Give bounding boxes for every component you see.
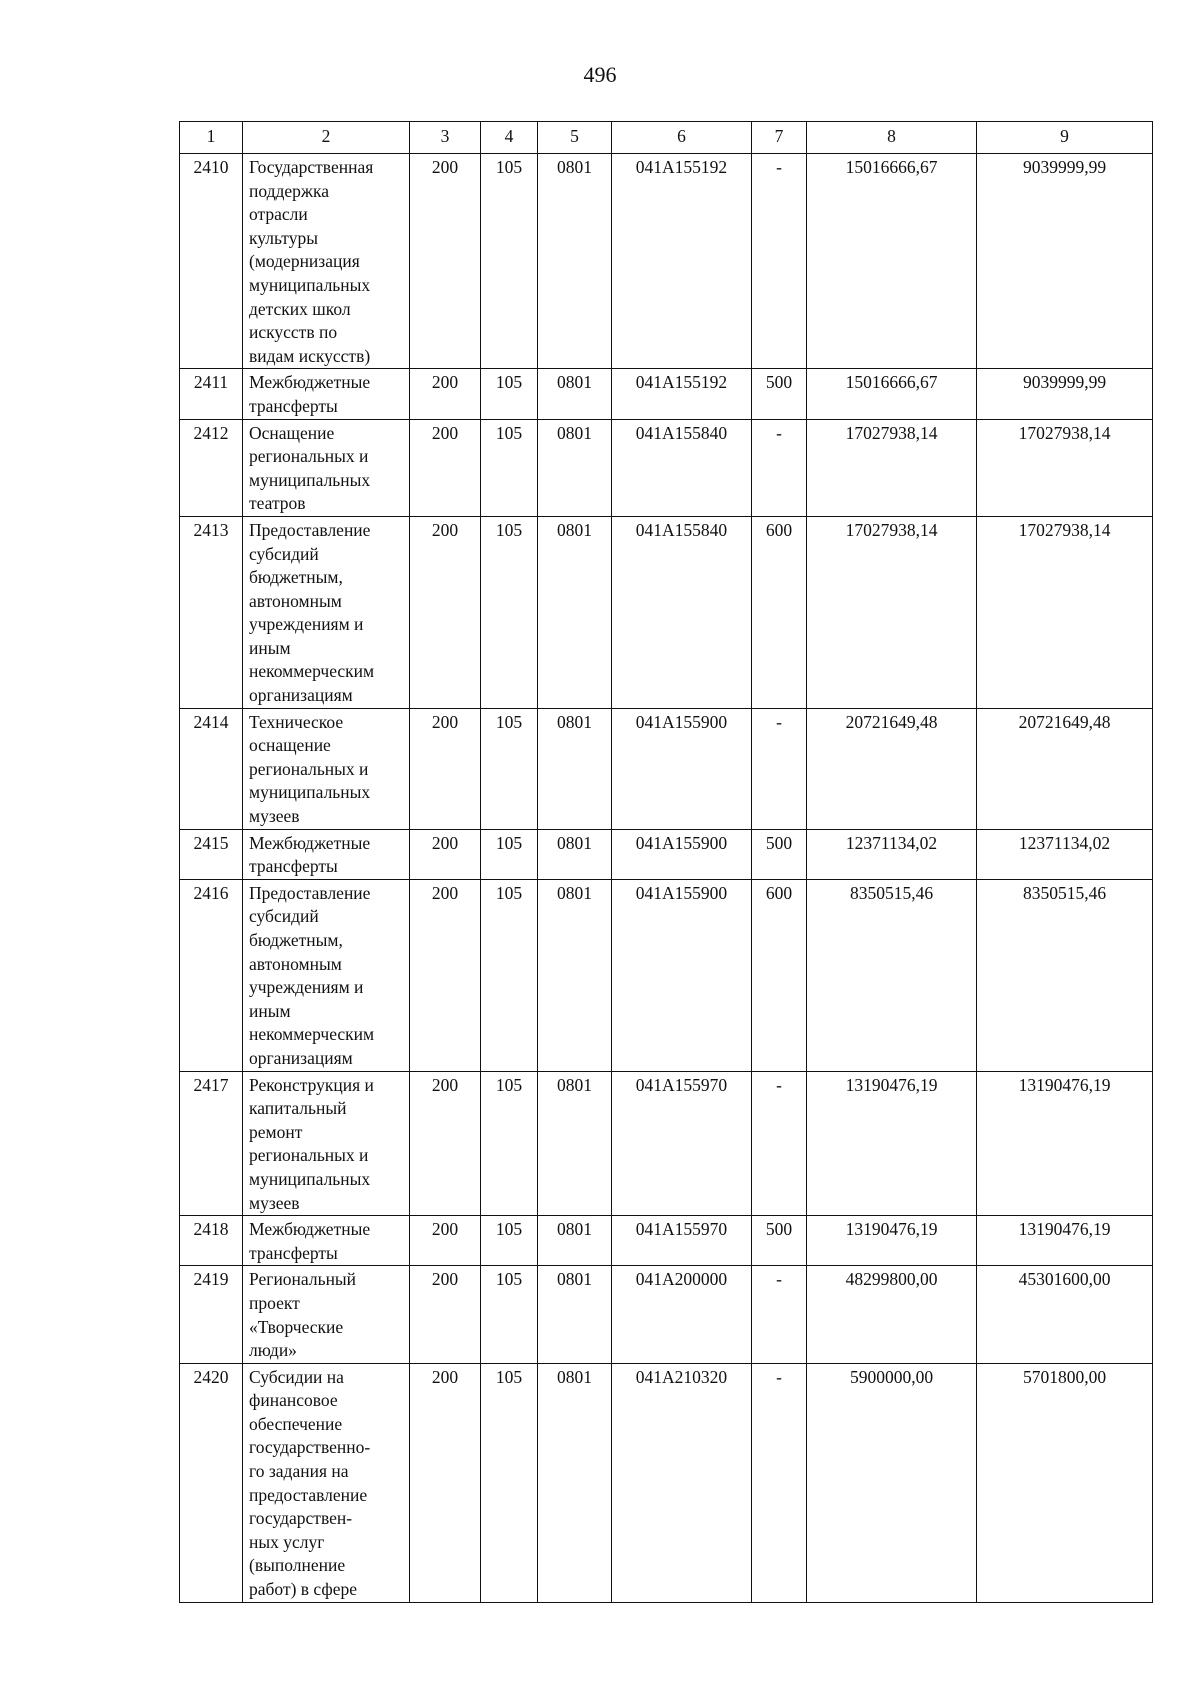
row-name-text: Предоставление субсидий бюджетным, автономным учреждениям и иным некоммерческим организациям [249, 882, 375, 1068]
table-body [180, 154, 1153, 1603]
col-9-amount: 12371134,02 [977, 829, 1153, 879]
col-5-value: 0801 [538, 369, 612, 419]
col-3-value: 200 [410, 1266, 481, 1363]
col-5-value: 0801 [538, 419, 612, 516]
row-name [243, 516, 410, 708]
col-8-amount: 20721649,48 [807, 708, 977, 829]
table-row [180, 1363, 1153, 1602]
row-number: 2412 [180, 419, 243, 516]
row-name-text: Оснащение региональных и муниципальных театров [249, 422, 371, 514]
col-4-value: 105 [481, 369, 538, 419]
budget-table [179, 121, 1153, 1603]
col-8-amount: 15016666,67 [807, 369, 977, 419]
table-row [180, 1216, 1153, 1266]
column-header-1: 1 [180, 122, 243, 154]
col-8-amount: 13190476,19 [807, 1071, 977, 1216]
row-number: 2413 [180, 516, 243, 708]
col-3-value: 200 [410, 708, 481, 829]
row-name [243, 879, 410, 1071]
row-number: 2411 [180, 369, 243, 419]
col-5-value: 0801 [538, 516, 612, 708]
row-name-text: Техническое оснащение региональных и муниципальных музеев [249, 711, 371, 827]
column-header-2: 2 [243, 122, 410, 154]
col-7-value: 600 [752, 516, 807, 708]
col-9-amount: 9039999,99 [977, 154, 1153, 369]
table-row [180, 1071, 1153, 1216]
row-name [243, 369, 410, 419]
row-number: 2414 [180, 708, 243, 829]
row-name [243, 1363, 410, 1602]
column-header-9: 9 [977, 122, 1153, 154]
col-4-value: 105 [481, 1363, 538, 1602]
row-name [243, 1071, 410, 1216]
row-name-text: Межбюджетные трансферты [249, 372, 371, 416]
row-name-text: Субсидии на финансовое обеспечение государственно- го задания на предоставление государствен- ных услуг (выполнение работ) в сфере [249, 1366, 371, 1600]
col-5-value: 0801 [538, 1071, 612, 1216]
col-7-value: 600 [752, 879, 807, 1071]
col-6-code: 041A155970 [612, 1216, 752, 1266]
row-number: 2417 [180, 1071, 243, 1216]
col-8-amount: 13190476,19 [807, 1216, 977, 1266]
row-name [243, 708, 410, 829]
row-number: 2410 [180, 154, 243, 369]
col-3-value: 200 [410, 879, 481, 1071]
table-row [180, 154, 1153, 369]
col-6-code: 041A155840 [612, 516, 752, 708]
table-row [180, 369, 1153, 419]
col-8-amount: 17027938,14 [807, 516, 977, 708]
col-7-value: - [752, 1363, 807, 1602]
col-7-value: 500 [752, 369, 807, 419]
row-name-text: Государственная поддержка отрасли культуры (модернизация муниципальных детских школ искусств по видам искусств) [249, 157, 374, 366]
col-9-amount: 17027938,14 [977, 516, 1153, 708]
col-6-code: 041A155900 [612, 829, 752, 879]
column-header-3: 3 [410, 122, 481, 154]
col-3-value: 200 [410, 829, 481, 879]
col-5-value: 0801 [538, 708, 612, 829]
col-5-value: 0801 [538, 1363, 612, 1602]
col-7-value: - [752, 154, 807, 369]
row-name-text: Предоставление субсидий бюджетным, автономным учреждениям и иным некоммерческим организациям [249, 519, 375, 706]
col-6-code: 041A155192 [612, 369, 752, 419]
col-4-value: 105 [481, 516, 538, 708]
table-row [180, 516, 1153, 708]
column-header-5: 5 [538, 122, 612, 154]
col-3-value: 200 [410, 154, 481, 369]
column-header-8: 8 [807, 122, 977, 154]
col-3-value: 200 [410, 419, 481, 516]
table-row [180, 1266, 1153, 1363]
col-8-amount: 17027938,14 [807, 419, 977, 516]
col-9-amount: 17027938,14 [977, 419, 1153, 516]
col-6-code: 041A155900 [612, 879, 752, 1071]
col-5-value: 0801 [538, 1266, 612, 1363]
col-7-value: - [752, 419, 807, 516]
row-name-text: Региональный проект «Творческие люди» [249, 1269, 357, 1361]
row-name [243, 1216, 410, 1266]
col-3-value: 200 [410, 516, 481, 708]
col-7-value: - [752, 1266, 807, 1363]
page-number: 496 [583, 62, 617, 87]
column-header-6: 6 [612, 122, 752, 154]
row-name [243, 1266, 410, 1363]
column-header-4: 4 [481, 122, 538, 154]
col-8-amount: 8350515,46 [807, 879, 977, 1071]
table-row [180, 708, 1153, 829]
col-4-value: 105 [481, 1266, 538, 1363]
col-4-value: 105 [481, 1216, 538, 1266]
col-5-value: 0801 [538, 154, 612, 369]
col-4-value: 105 [481, 419, 538, 516]
header-row [180, 122, 1153, 154]
col-7-value: - [752, 1071, 807, 1216]
col-4-value: 105 [481, 829, 538, 879]
col-8-amount: 5900000,00 [807, 1363, 977, 1602]
row-number: 2416 [180, 879, 243, 1071]
col-9-amount: 8350515,46 [977, 879, 1153, 1071]
col-9-amount: 13190476,19 [977, 1071, 1153, 1216]
col-5-value: 0801 [538, 1216, 612, 1266]
col-3-value: 200 [410, 1363, 481, 1602]
col-6-code: 041A155900 [612, 708, 752, 829]
col-4-value: 105 [481, 708, 538, 829]
row-name [243, 419, 410, 516]
col-7-value: 500 [752, 1216, 807, 1266]
table-row [180, 829, 1153, 879]
col-9-amount: 9039999,99 [977, 369, 1153, 419]
col-4-value: 105 [481, 154, 538, 369]
col-9-amount: 5701800,00 [977, 1363, 1153, 1602]
row-number: 2415 [180, 829, 243, 879]
row-number: 2420 [180, 1363, 243, 1602]
column-header-7: 7 [752, 122, 807, 154]
row-number: 2419 [180, 1266, 243, 1363]
col-9-amount: 45301600,00 [977, 1266, 1153, 1363]
row-number: 2418 [180, 1216, 243, 1266]
col-5-value: 0801 [538, 829, 612, 879]
col-7-value: - [752, 708, 807, 829]
row-name [243, 154, 410, 369]
col-6-code: 041A155840 [612, 419, 752, 516]
row-name-text: Межбюджетные трансферты [249, 1219, 371, 1263]
table-row [180, 879, 1153, 1071]
table-row [180, 419, 1153, 516]
col-4-value: 105 [481, 879, 538, 1071]
col-3-value: 200 [410, 1071, 481, 1216]
row-name-text: Межбюджетные трансферты [249, 832, 371, 877]
col-3-value: 200 [410, 369, 481, 419]
col-6-code: 041A155192 [612, 154, 752, 369]
col-4-value: 105 [481, 1071, 538, 1216]
col-8-amount: 12371134,02 [807, 829, 977, 879]
row-name-text: Реконструкция и капитальный ремонт региональных и муниципальных музеев [249, 1074, 374, 1213]
col-9-amount: 20721649,48 [977, 708, 1153, 829]
col-9-amount: 13190476,19 [977, 1216, 1153, 1266]
col-8-amount: 48299800,00 [807, 1266, 977, 1363]
row-name [243, 829, 410, 879]
col-8-amount: 15016666,67 [807, 154, 977, 369]
col-7-value: 500 [752, 829, 807, 879]
col-3-value: 200 [410, 1216, 481, 1266]
col-5-value: 0801 [538, 879, 612, 1071]
col-6-code: 041A210320 [612, 1363, 752, 1602]
col-6-code: 041A155970 [612, 1071, 752, 1216]
col-6-code: 041A200000 [612, 1266, 752, 1363]
